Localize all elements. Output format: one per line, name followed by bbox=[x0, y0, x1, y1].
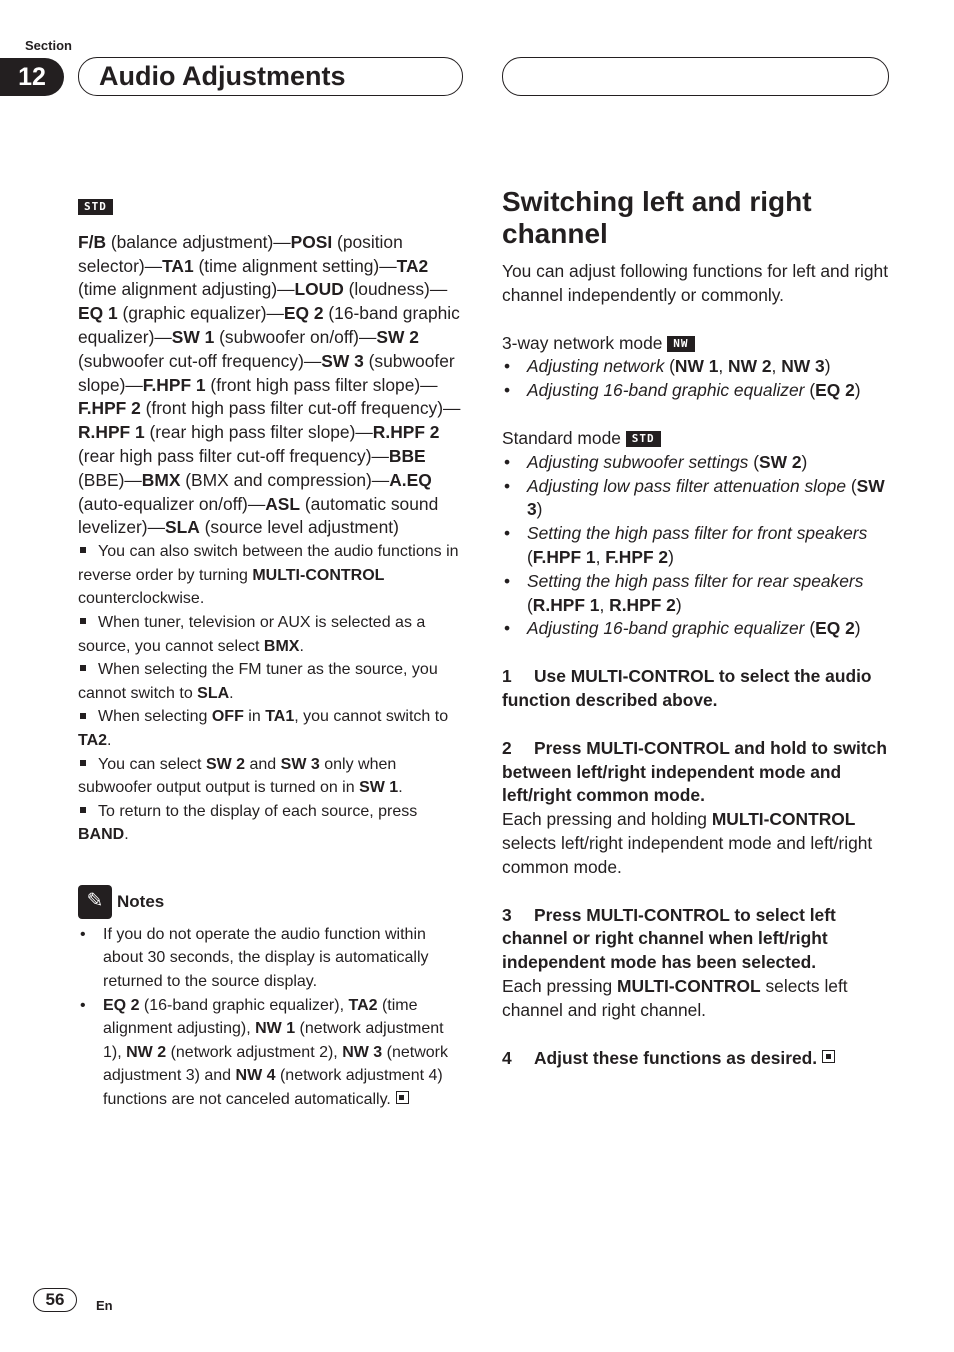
item-text: NW 3 bbox=[781, 356, 825, 377]
note-item bbox=[78, 923, 466, 994]
item-text: ) bbox=[824, 356, 831, 377]
list-item bbox=[502, 475, 894, 523]
step-title-text: Press MULTI-CONTROL to select left channel or right channel when left/right independent mode has been selected. bbox=[502, 904, 836, 973]
tip-item bbox=[78, 611, 466, 658]
item-text: ( bbox=[804, 380, 816, 401]
section-heading: Switching left and right channel bbox=[502, 186, 812, 249]
item-text: Adjusting network bbox=[527, 356, 665, 377]
tip-text: , you cannot switch to bbox=[294, 708, 449, 726]
square-bullet-icon bbox=[80, 713, 86, 719]
tip-text: MULTI-CONTROL bbox=[252, 566, 385, 584]
item-text: NW 2 bbox=[728, 356, 772, 377]
step-title bbox=[502, 1047, 894, 1071]
sequence-text: (source level adjustment) bbox=[199, 517, 399, 538]
step-body-text: MULTI-CONTROL bbox=[617, 975, 761, 996]
step-title bbox=[502, 665, 894, 713]
steps-list bbox=[502, 665, 894, 1070]
page-title: Audio Adjustments bbox=[78, 57, 463, 96]
list-item bbox=[502, 355, 894, 379]
tip-text: BAND bbox=[78, 826, 125, 844]
note-text: (network adjustment 4) functions are not canceled automatically. bbox=[103, 1067, 443, 1109]
step-title-text: Press MULTI-CONTROL and hold to switch between left/right independent mode and left/right common mode. bbox=[502, 737, 887, 806]
tip-text: . bbox=[229, 684, 234, 702]
note-text: (network adjustment 1), bbox=[103, 1020, 444, 1061]
notes-list bbox=[78, 923, 466, 1112]
item-text: Setting the high pass filter for front speakers bbox=[527, 523, 868, 544]
tip-text: When selecting the FM tuner as the source, you cannot switch to bbox=[78, 661, 438, 702]
note-text: (network adjustment 3) and bbox=[103, 1043, 448, 1085]
step-title bbox=[502, 737, 894, 808]
sequence-text: SW 1 bbox=[171, 326, 215, 347]
list-item bbox=[502, 617, 894, 641]
sequence-text: (auto-equalizer on/off)— bbox=[78, 493, 266, 514]
step bbox=[502, 1047, 894, 1071]
item-text: Adjusting 16-band graphic equalizer bbox=[527, 618, 805, 639]
tip-text: and bbox=[245, 755, 281, 773]
list-item bbox=[502, 522, 894, 570]
tip-text: SW 1 bbox=[359, 779, 399, 797]
network-mode-label bbox=[502, 332, 894, 356]
sequence-text: (rear high pass filter slope)— bbox=[144, 422, 373, 443]
step-number: 1 bbox=[502, 666, 512, 687]
sequence-text: BBE bbox=[388, 445, 426, 466]
step bbox=[502, 737, 894, 880]
item-text: F.HPF 1 bbox=[532, 546, 596, 567]
sequence-text: F/B bbox=[78, 231, 107, 252]
step bbox=[502, 904, 894, 1023]
tip-item bbox=[78, 705, 466, 752]
item-text: Setting the high pass filter for rear speakers bbox=[527, 570, 864, 591]
tip-text: SW 3 bbox=[280, 755, 320, 773]
nw-badge: NW bbox=[667, 336, 694, 352]
note-text: (time alignment adjusting), bbox=[103, 996, 418, 1038]
sequence-text: (subwoofer cut-off frequency)— bbox=[78, 350, 322, 371]
end-mark-icon bbox=[396, 1091, 409, 1104]
item-text: Adjusting subwoofer settings bbox=[527, 451, 749, 472]
sequence-text: (loudness)— bbox=[343, 279, 448, 300]
left-column bbox=[78, 192, 466, 1112]
notes-header bbox=[78, 885, 466, 919]
square-bullet-icon bbox=[80, 547, 86, 553]
square-bullet-icon bbox=[80, 618, 86, 624]
sequence-text: R.HPF 1 bbox=[78, 422, 145, 443]
sequence-text: F.HPF 2 bbox=[78, 398, 141, 419]
title-box-right bbox=[502, 57, 889, 96]
network-mode-text: 3-way network mode bbox=[502, 332, 663, 353]
tip-text: You can also switch between the audio functions in reverse order by turning bbox=[78, 543, 459, 584]
step-title bbox=[502, 904, 894, 975]
note-text: (16-band graphic equalizer), bbox=[139, 996, 349, 1014]
tip-text: TA2 bbox=[78, 731, 108, 749]
list-item bbox=[502, 570, 894, 618]
sequence-text: (automatic sound levelizer)— bbox=[78, 493, 439, 538]
tip-text: counterclockwise. bbox=[78, 590, 205, 608]
step-body-text: selects left channel and right channel. bbox=[502, 975, 848, 1020]
sequence-text: LOUD bbox=[294, 279, 344, 300]
item-text: Adjusting low pass filter attenuation slope bbox=[527, 475, 847, 496]
item-text: ) bbox=[675, 594, 682, 615]
item-text: ( bbox=[846, 475, 857, 496]
tips-list bbox=[78, 540, 466, 847]
item-text: EQ 2 bbox=[815, 380, 855, 401]
note-item bbox=[78, 994, 466, 1112]
sequence-text: TA1 bbox=[162, 255, 194, 276]
page-number: 56 bbox=[33, 1288, 77, 1312]
note-text: NW 3 bbox=[342, 1043, 383, 1061]
step-title-text: Adjust these functions as desired. bbox=[534, 1047, 818, 1068]
note-text: TA2 bbox=[348, 996, 378, 1014]
list-item bbox=[502, 379, 894, 403]
note-text: (network adjustment 2), bbox=[166, 1043, 343, 1061]
standard-mode-label bbox=[502, 427, 894, 451]
standard-mode-list bbox=[502, 451, 894, 641]
item-text: EQ 2 bbox=[815, 618, 855, 639]
end-mark-icon bbox=[822, 1050, 835, 1063]
pencil-icon: ✎ bbox=[78, 885, 112, 919]
sequence-text: F.HPF 1 bbox=[142, 374, 206, 395]
sequence-text: A.EQ bbox=[389, 469, 432, 490]
tip-text: SW 2 bbox=[205, 755, 246, 773]
tip-text: When tuner, television or AUX is selected as a source, you cannot select bbox=[78, 613, 426, 655]
sequence-text: (balance adjustment)— bbox=[106, 231, 291, 252]
item-text: ( bbox=[804, 618, 816, 639]
item-text: R.HPF 2 bbox=[609, 594, 676, 615]
item-text: F.HPF 2 bbox=[605, 546, 669, 567]
tip-text: TA1 bbox=[265, 708, 295, 726]
item-text: ) bbox=[854, 618, 861, 639]
tip-text: To return to the display of each source, press bbox=[98, 802, 418, 820]
standard-mode-text: Standard mode bbox=[502, 427, 621, 448]
sequence-text: (position selector)— bbox=[78, 231, 403, 276]
sequence-text: SW 3 bbox=[321, 350, 364, 371]
item-text: R.HPF 1 bbox=[532, 594, 600, 615]
sequence-text: (front high pass filter slope)— bbox=[205, 374, 438, 395]
sequence-text: EQ 2 bbox=[283, 303, 324, 324]
tip-item bbox=[78, 540, 466, 611]
note-text: NW 4 bbox=[235, 1067, 276, 1085]
sequence-text: TA2 bbox=[396, 255, 429, 276]
item-text: ) bbox=[801, 451, 808, 472]
tip-text: . bbox=[107, 731, 112, 749]
intro-text: You can adjust following functions for left and right channel independently or commonly. bbox=[502, 261, 889, 305]
sequence-text: (time alignment adjusting)— bbox=[78, 279, 295, 300]
sequence-text: (graphic equalizer)— bbox=[117, 303, 284, 324]
section-label: Section bbox=[25, 38, 72, 53]
sequence-text: SW 2 bbox=[376, 326, 419, 347]
sequence-text: (16-band graphic equalizer)— bbox=[78, 303, 460, 347]
step-title-text: Use MULTI-CONTROL to select the audio function described above. bbox=[502, 666, 872, 710]
section-number: 12 bbox=[0, 58, 64, 96]
sequence-text: (time alignment setting)— bbox=[193, 255, 397, 276]
sequence-text: SLA bbox=[164, 517, 200, 538]
item-text: ( bbox=[748, 451, 759, 472]
step-body bbox=[502, 808, 894, 879]
std-badge-right: STD bbox=[626, 431, 661, 447]
item-text: NW 1 bbox=[674, 356, 719, 377]
note-text: EQ 2 bbox=[103, 996, 140, 1014]
tip-text: only when subwoofer output output is turned on in bbox=[78, 755, 397, 797]
item-text: ( bbox=[527, 546, 533, 567]
sequence-text: (front high pass filter cut-off frequency)— bbox=[140, 398, 461, 419]
notes-title: Notes bbox=[117, 891, 165, 911]
step-body-text: MULTI-CONTROL bbox=[711, 809, 856, 830]
sequence-text: R.HPF 2 bbox=[372, 422, 440, 443]
note-text: If you do not operate the audio function within about 30 seconds, the display is automatically returned to the source display. bbox=[103, 925, 429, 991]
step-body-text: Each pressing and holding bbox=[502, 809, 712, 830]
tip-item bbox=[78, 800, 466, 847]
step-number: 2 bbox=[502, 737, 512, 758]
std-badge: STD bbox=[78, 199, 113, 215]
square-bullet-icon bbox=[80, 665, 86, 671]
sequence-text: (subwoofer slope)— bbox=[78, 350, 455, 395]
note-text: NW 2 bbox=[126, 1043, 167, 1061]
network-mode-list bbox=[502, 355, 894, 403]
sequence-text: (BMX and compression)— bbox=[180, 469, 390, 490]
sequence-text: (BBE)— bbox=[78, 469, 142, 490]
item-text: , bbox=[595, 546, 606, 567]
sequence-text: (subwoofer on/off)— bbox=[214, 326, 377, 347]
right-column bbox=[502, 186, 894, 1070]
tip-text: . bbox=[398, 779, 403, 797]
list-item bbox=[502, 451, 894, 475]
step-number: 4 bbox=[502, 1047, 512, 1068]
step bbox=[502, 665, 894, 713]
tip-text: When selecting bbox=[98, 708, 212, 726]
tip-text: SLA bbox=[197, 684, 230, 702]
sequence-text: POSI bbox=[290, 231, 333, 252]
item-text: Adjusting 16-band graphic equalizer bbox=[527, 380, 805, 401]
item-text: SW 3 bbox=[527, 475, 885, 520]
sequence-text: EQ 1 bbox=[78, 303, 118, 324]
item-text: , bbox=[771, 356, 782, 377]
language-label: En bbox=[96, 1298, 113, 1313]
sequence-text: BMX bbox=[141, 469, 181, 490]
step-body bbox=[502, 975, 894, 1023]
item-text: ) bbox=[536, 499, 543, 520]
item-text: , bbox=[599, 594, 610, 615]
sequence-text: (rear high pass filter cut-off frequency)— bbox=[78, 445, 389, 466]
tip-text: OFF bbox=[211, 708, 244, 726]
note-text: NW 1 bbox=[255, 1020, 296, 1038]
square-bullet-icon bbox=[80, 760, 86, 766]
tip-text: . bbox=[299, 637, 304, 655]
tip-text: You can select bbox=[98, 755, 206, 773]
item-text: ) bbox=[854, 380, 861, 401]
item-text: ( bbox=[527, 594, 533, 615]
item-text: SW 2 bbox=[759, 451, 802, 472]
item-text: ( bbox=[664, 356, 675, 377]
sequence-text: ASL bbox=[265, 493, 301, 514]
tip-text: . bbox=[124, 826, 129, 844]
item-text: , bbox=[718, 356, 729, 377]
step-body-text: selects left/right independent mode and left/right common mode. bbox=[502, 832, 873, 877]
square-bullet-icon bbox=[80, 807, 86, 813]
step-number: 3 bbox=[502, 904, 512, 925]
tip-text: in bbox=[243, 708, 266, 726]
item-text: ) bbox=[668, 546, 674, 567]
tip-text: BMX bbox=[263, 637, 300, 655]
function-sequence bbox=[78, 231, 466, 540]
step-body-text: Each pressing bbox=[502, 975, 618, 996]
tip-item bbox=[78, 753, 466, 800]
tip-item bbox=[78, 658, 466, 705]
